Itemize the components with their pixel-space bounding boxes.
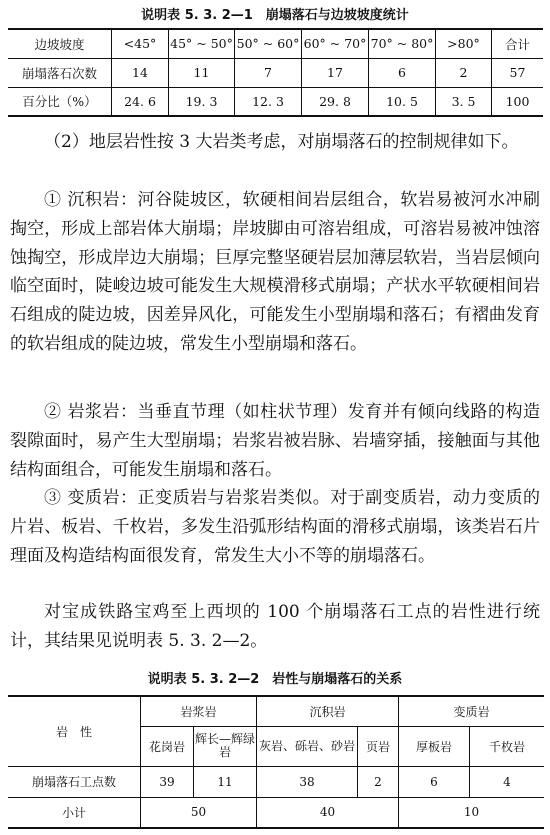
data-cell: 6 [369,58,436,87]
data-cell: 24. 6 [112,87,169,116]
lithology-table [8,695,544,829]
data-cell: 29. 8 [302,87,369,116]
data-cell: 4 [470,766,545,797]
table2-caption: 说明表 5. 3. 2—2 岩性与崩塌落石的关系 [147,672,403,687]
table1-percent-row [8,87,543,116]
table2-points-row [8,766,544,797]
subtype-cell: 千枚岩 [470,726,545,766]
data-cell: 14 [112,58,169,87]
data-cell: 19. 3 [169,87,235,116]
data-cell: 2 [358,766,399,797]
paragraph-statistics-note: 对宝成铁路宝鸡至上西坝的 100 个崩塌落石工点的岩性进行统计，其结果见说明表 5. 3. 2—2。 [10,602,540,651]
header-cell: 边坡坡度 [8,29,112,58]
header-cell: 70° ~ 80° [369,29,436,58]
data-cell: 6 [399,766,470,797]
header-cell: 45° ~ 50° [169,29,235,58]
header-cell: 60° ~ 70° [302,29,369,58]
table2-subtotal-row [8,797,544,828]
data-cell: 17 [302,58,369,87]
data-cell: 100 [492,87,544,116]
row-label: 百分比（%） [8,87,112,116]
header-cell: <45° [112,29,169,58]
group-cell: 变质岩 [399,696,545,726]
group-cell: 沉积岩 [257,696,399,726]
row-label: 小计 [8,797,141,828]
data-cell: 12. 3 [235,87,302,116]
paragraph-sedimentary: ① 沉积岩：河谷陡坡区，软硬相间岩层组合，软岩易被河水冲刷掏空，形成上部岩体大崩塌；岸坡脚由可溶岩组成，可溶岩易被冲蚀溶蚀掏空，形成岸边大崩塌；巨厚完整坚硬岩层加薄层软岩，当岩层倾向临空面时，陡峻边坡可能发生大规模滑移式崩塌；产状水平软硬相间岩石组成的陡边坡，因差异风化，可能发生小型崩塌和落石；有褶曲发育的软岩组成的陡边坡，常发生小型崩塌和落石。 [10,190,540,354]
row-label: 崩塌落石工点数 [8,766,141,797]
slope-statistics-table [8,28,543,117]
paragraph-lithology-intro: （2）地层岩性按 3 大岩类考虑，对崩塌落石的控制规律如下。 [44,132,519,152]
data-cell: 3. 5 [436,87,492,116]
data-cell: 7 [235,58,302,87]
subtotal-cell: 40 [257,797,399,828]
data-cell: 39 [141,766,194,797]
header-cell: >80° [436,29,492,58]
subtype-cell: 页岩 [358,726,399,766]
subtype-cell: 花岗岩 [141,726,194,766]
header-cell: 50° ~ 60° [235,29,302,58]
table1-count-row [8,58,543,87]
paragraph-igneous: ② 岩浆岩：当垂直节理（如柱状节理）发育并有倾向线路的构造裂隙面时，易产生大型崩塌；岩浆岩被岩脉、岩墙穿插，接触面与其他结构面组合，可能发生崩塌和落石。 [10,402,540,480]
data-cell: 57 [492,58,544,87]
rock-label-cell: 岩 性 [8,696,141,766]
data-cell: 11 [194,766,257,797]
header-cell: 合计 [492,29,544,58]
group-cell: 岩浆岩 [141,696,257,726]
data-cell: 38 [257,766,358,797]
row-label: 崩塌落石次数 [8,58,112,87]
paragraph-metamorphic: ③ 变质岩：正变质岩与岩浆岩类似。对于副变质岩，动力变质的片岩、板岩、千枚岩，多发生沿弧形结构面的滑移式崩塌，该类岩石片理面及构造结构面很发育，常发生大小不等的崩塌落石。 [10,488,540,566]
data-cell: 10. 5 [369,87,436,116]
data-cell: 2 [436,58,492,87]
data-cell: 11 [169,58,235,87]
table2-group-row [8,696,544,726]
subtype-cell: 灰岩、砾岩、砂岩 [257,726,358,766]
subtype-cell: 厚板岩 [399,726,470,766]
table1-header-row [8,29,543,58]
subtotal-cell: 50 [141,797,257,828]
subtotal-cell: 10 [399,797,545,828]
table1-caption: 说明表 5. 3. 2—1 崩塌落石与边坡坡度统计 [141,8,409,23]
subtype-cell: 辉长—辉绿岩 [194,726,257,766]
